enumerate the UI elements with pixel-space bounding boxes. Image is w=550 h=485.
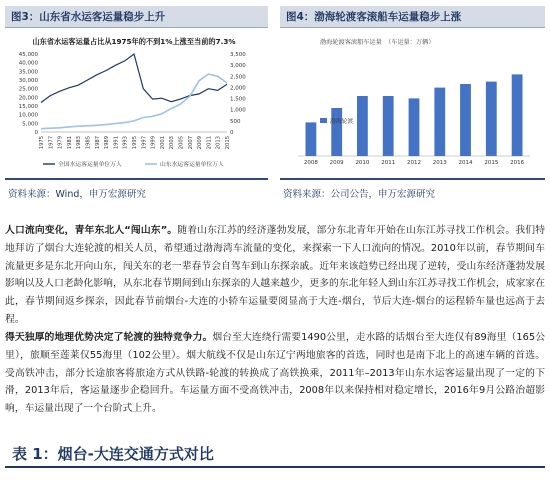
chart3-right-tick-label: 2,000	[230, 85, 246, 92]
chart3-left-tick-label: 5,000	[22, 121, 38, 128]
chart4-bar	[512, 74, 523, 156]
paragraph2-lead: 得天独厚的地理优势决定了轮渡的独特竞争力。	[5, 332, 213, 343]
chart4-bar	[486, 82, 497, 156]
chart3-legend-label-shandong: 山东水运客运量单位万人	[160, 162, 224, 168]
chart3-x-tick-label: 2009	[197, 136, 204, 150]
chart3-left-tick-label: 25,000	[18, 86, 38, 93]
chart3-x-tick-label: 2007	[187, 136, 194, 150]
chart3-x-tick-label: 1985	[85, 136, 92, 150]
chart4-x-tick-label: 2015	[484, 160, 499, 166]
chart4-x-tick-label: 2012	[407, 160, 421, 166]
chart4-bar	[306, 122, 317, 156]
chart4-bar	[434, 88, 445, 156]
chart3-x-tick-label: 1991	[113, 136, 120, 150]
chart3-x-tick-label: 1975	[39, 136, 45, 150]
figure3-svg	[5, 30, 268, 178]
figure4-source: 资料来源：公司公告，申万宏源研究	[283, 189, 436, 200]
figure3-source: 资料来源：Wind，申万宏源研究	[8, 189, 146, 200]
chart3-series-shandong-line	[41, 74, 227, 129]
chart3-left-tick-label: 15,000	[18, 104, 38, 110]
chart3-left-tick-label: 40,000	[18, 60, 38, 67]
chart4-x-tick-label: 2013	[432, 160, 447, 166]
chart3-left-tick-label: 35,000	[18, 69, 38, 76]
chart3-legend-label-national: 全国水运客运量单位万人	[58, 162, 122, 168]
table1-top-rule	[5, 466, 545, 468]
chart4-legend-swatch	[320, 118, 327, 123]
paragraph2-body: 烟台至大连绕行需要1490公里，走水路的话烟台至大连仅有89海里（165公里），旅顺至莲莱仅55海里（102公里）。烟大航线不仅是山东辽宁两地旅客的首选，同时也是南下北上的高速车辆的首选。受高铁冲击，部分长途旅客将旅途方式从铁路-轮渡的转换成了高铁换乘，2011年–2013年山东水运客运量出现了一定的下滑，2013年后，客运量逐步企稳回升。车运量方面不受高铁冲击，2008年以来保持相对稳定增长，2016年9月公路治超影响，车运量出现了一个台阶式上升。	[5, 332, 545, 415]
chart3-left-tick-label: 0	[34, 130, 38, 136]
figure4-title: 图4：渤海轮渡客滚船车运量稳步上涨	[280, 6, 545, 28]
chart3-x-tick-label: 1987	[94, 136, 101, 150]
paragraph-geographic-advantage	[5, 329, 545, 418]
chart4-x-tick-label: 2016	[510, 160, 525, 166]
chart3-right-tick-label: 500	[230, 118, 241, 125]
chart3-left-tick-label: 10,000	[18, 112, 38, 119]
chart3-x-tick-label: 1989	[104, 136, 111, 150]
chart3-left-tick-label: 30,000	[18, 78, 38, 84]
chart3-right-tick-label: 1,500	[230, 96, 246, 103]
chart3-right-tick-label: 3,500	[230, 52, 246, 58]
chart3-x-tick-label: 1979	[57, 136, 64, 150]
chart4-bar	[409, 98, 420, 156]
chart3-x-tick-label: 2015	[225, 136, 231, 150]
chart3-x-tick-label: 2005	[178, 136, 185, 150]
chart3-x-tick-label: 1977	[48, 136, 55, 150]
figure4-chart	[280, 30, 545, 180]
chart4-subtitle: 渤海轮渡客滚船车运量 （车运量：万辆）	[320, 39, 435, 46]
chart4-x-tick-label: 2009	[329, 160, 344, 166]
chart3-right-tick-label: 3,000	[230, 63, 246, 70]
chart4-x-tick-label: 2014	[458, 160, 473, 166]
chart4-x-tick-label: 2011	[381, 160, 396, 166]
chart3-x-tick-label: 2001	[159, 136, 166, 150]
chart3-series-national-line	[41, 54, 227, 103]
chart4-x-tick-label: 2008	[303, 160, 318, 166]
chart4-bar	[357, 96, 368, 156]
chart3-x-tick-label: 1993	[122, 136, 129, 150]
chart3-x-tick-label: 1981	[66, 136, 73, 150]
chart3-x-tick-label: 2013	[215, 136, 222, 150]
chart3-x-tick-label: 2011	[206, 136, 213, 150]
chart3-x-tick-label: 1995	[132, 136, 138, 150]
table1-title: 表 1：烟台-大连交通方式对比	[12, 445, 214, 463]
chart4-bar	[383, 96, 394, 156]
figure3-chart	[5, 30, 268, 180]
chart4-bar	[460, 84, 471, 156]
chart3-right-tick-label: 1,000	[230, 107, 246, 114]
chart3-title: 山东省水运客运量占比从1975年的不到1%上涨至当前的7.3%	[32, 37, 236, 46]
figure3-title: 图3：山东省水运客运量稳步上升	[5, 6, 268, 28]
figure4-svg	[280, 30, 545, 178]
chart4-bar	[331, 108, 342, 156]
chart3-x-tick-label: 1997	[141, 136, 148, 150]
paragraph1-body: 随着山东江苏的经济蓬勃发展，部分东北青年开始在山东江苏寻找工作机会。我们特地拜访了烟台大连轮渡的相关人员，希望通过渤海湾车流量的变化，来探索一下人口流向的情况。2010年以前，春节期间车流量更多是东北开向山东，闯关东的老一辈春节会自驾车到山东探亲戚。近年来该趋势已经出现了逆转，受山东经济蓬勃发展影响以及人口老龄化影响，从东北春节期间到山东探亲的人越来越少，更多的东北年轻人到山东江苏寻找工作机会，成家家在此，春节期间返乡探亲，因此春节前烟台-大连的小轿车运量要阅显高于大连-烟台，节后大连-烟台的运程轿车量也远高于去程。	[5, 225, 545, 325]
chart3-x-tick-label: 1983	[76, 136, 83, 150]
chart3-left-tick-label: 45,000	[18, 52, 38, 58]
chart3-right-tick-label: 2,500	[230, 74, 246, 81]
chart3-x-tick-label: 1999	[150, 136, 157, 150]
chart3-left-tick-label: 20,000	[18, 95, 38, 102]
chart4-x-tick-label: 2010	[355, 160, 370, 166]
chart3-right-tick-label: 0	[230, 130, 234, 136]
chart3-x-tick-label: 2003	[169, 136, 176, 150]
chart4-legend-label: 渤海轮渡	[330, 119, 354, 125]
paragraph1-lead: 人口流向变化，青年东北人“闯山东”。	[5, 225, 178, 236]
paragraph-population-flow	[5, 222, 545, 329]
